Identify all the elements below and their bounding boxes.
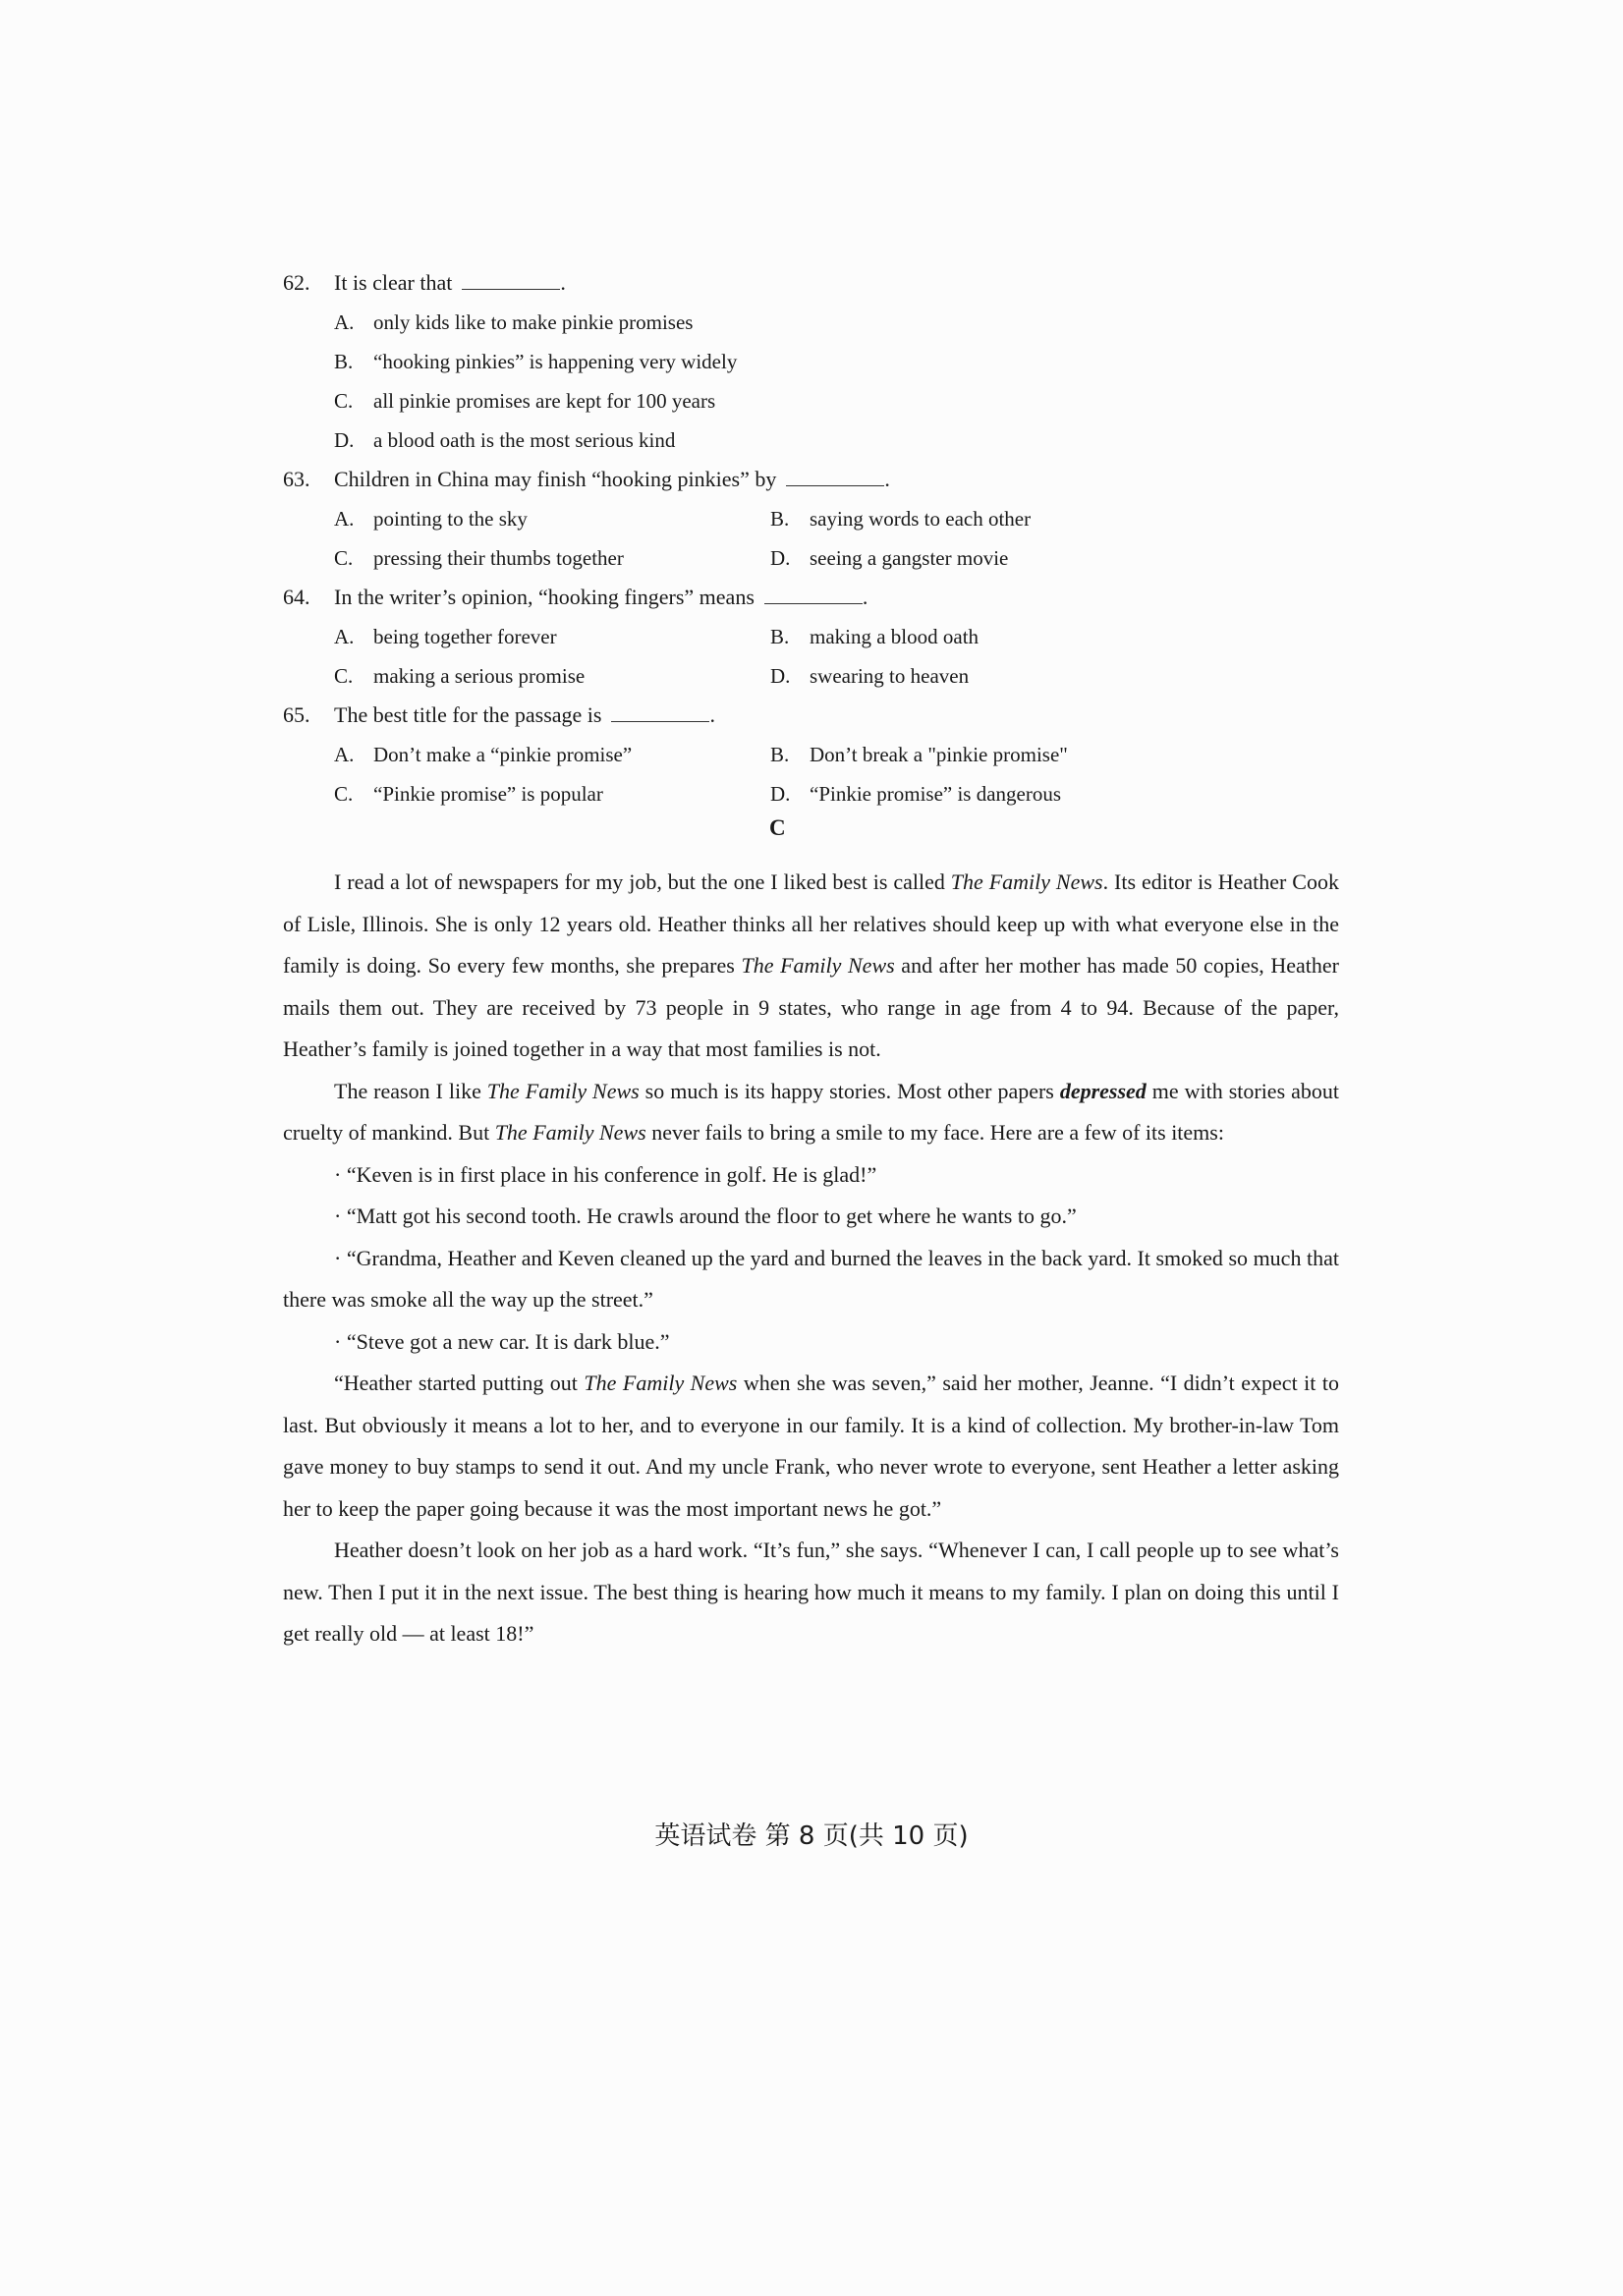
question-text: It is clear that	[334, 270, 453, 295]
option-a	[334, 617, 770, 656]
paragraph-text: so much is its happy stories. Most other papers	[639, 1078, 1060, 1103]
option-row	[283, 656, 1339, 696]
paragraph-text: I read a lot of newspapers for my job, but the one I liked best is called	[334, 869, 951, 894]
option-b	[770, 499, 1206, 538]
paragraph-text: and after her mother has made 50 copies, Heather mails them out. They are received by 73 people in 9 states, who range in age from 4 to 94. Because of the paper, Heather’s family is joined together in a way that most families is not.	[283, 953, 1339, 1061]
question-end: .	[560, 270, 566, 295]
option-text: swearing to heaven	[810, 664, 970, 688]
paragraph-text: never fails to bring a smile to my face. Here are a few of its items:	[645, 1120, 1224, 1145]
option-text: being together forever	[373, 625, 557, 648]
question-63	[283, 460, 1339, 578]
question-stem	[283, 460, 1339, 499]
paragraph-text: when she was seven,” said her mother, Jeanne. “I didn’t expect it to last. But obviously it means a lot to her, and to everyone in our family. It is a kind of collection. My brother-in-law Tom gave money to buy stamps to send it out. And my uncle Frank, who never wrote to everyone, sent Heather a letter asking her to keep the paper going because it was the most important news he got.”	[283, 1371, 1339, 1521]
option-text: saying words to each other	[810, 507, 1032, 531]
option-row	[283, 538, 1339, 578]
option-text: Don’t make a “pinkie promise”	[373, 743, 633, 766]
option-row	[283, 420, 1339, 460]
question-end: .	[884, 467, 890, 491]
option-d	[770, 656, 1206, 696]
paragraph-text: . Its editor is Heather Cook of Lisle, Illinois. She is only 12 years old. Heather thinks all her relatives should keep up with what everyone else in the family is doing. So every few months, she prepares	[283, 869, 1339, 978]
question-65	[283, 696, 1339, 813]
question-end: .	[862, 585, 868, 609]
option-row	[283, 617, 1339, 656]
question-text: The best title for the passage is	[334, 702, 602, 727]
option-a	[334, 499, 770, 538]
option-row	[283, 774, 1339, 813]
option-text: all pinkie promises are kept for 100 years	[373, 389, 716, 413]
option-a	[334, 735, 770, 774]
option-row	[283, 499, 1339, 538]
option-letter: C.	[334, 546, 354, 570]
question-number: 65.	[283, 702, 310, 727]
option-letter: C.	[334, 664, 354, 688]
option-row	[283, 381, 1339, 420]
option-c	[334, 656, 770, 696]
option-text: “Pinkie promise” is popular	[373, 782, 603, 806]
news-item-1: · “Keven is in first place in his conference in golf. He is glad!”	[334, 1161, 877, 1187]
option-d	[334, 420, 675, 460]
question-stem	[283, 696, 1339, 735]
option-letter: C.	[334, 389, 354, 413]
option-letter: A.	[334, 507, 355, 531]
option-text: pointing to the sky	[373, 507, 528, 531]
question-number: 63.	[283, 467, 310, 491]
option-d	[770, 538, 1206, 578]
option-letter: D.	[334, 428, 355, 452]
option-letter: C.	[334, 782, 354, 806]
passage-paragraph-3	[283, 1363, 1339, 1530]
option-row	[283, 342, 1339, 381]
option-text: “Pinkie promise” is dangerous	[810, 782, 1062, 806]
option-b	[334, 342, 737, 381]
paragraph-text: “Heather started putting out	[334, 1371, 585, 1395]
newspaper-title: The Family News	[950, 869, 1103, 894]
newspaper-title: The Family News	[584, 1371, 738, 1395]
question-64	[283, 578, 1339, 696]
option-letter: D.	[770, 546, 791, 570]
option-letter: B.	[770, 507, 790, 531]
option-letter: A.	[334, 625, 355, 648]
page-footer: 英语试卷 第 8 页(共 10 页)	[654, 1821, 969, 1851]
option-letter: B.	[770, 625, 790, 648]
answer-blank	[786, 466, 884, 486]
option-a	[334, 303, 693, 342]
option-letter: D.	[770, 664, 791, 688]
option-text: making a blood oath	[810, 625, 979, 648]
option-letter: B.	[334, 350, 354, 373]
reading-passage	[283, 862, 1339, 1655]
option-letter: A.	[334, 310, 355, 334]
option-text: pressing their thumbs together	[373, 546, 624, 570]
highlighted-word: depressed	[1059, 1078, 1147, 1103]
newspaper-title: The Family News	[494, 1120, 646, 1145]
question-62	[283, 263, 1339, 460]
passage-paragraph-4: Heather doesn’t look on her job as a hard work. “It’s fun,” she says. “Whenever I can, I call people up to see what’s new. Then I put it in the next issue. The best thing is hearing how much it means to my family. I plan on doing this until I get really old — at least 18!”	[283, 1538, 1339, 1646]
option-c	[334, 381, 715, 420]
option-text: only kids like to make pinkie promises	[373, 310, 694, 334]
option-text: “hooking pinkies” is happening very widely	[373, 350, 738, 373]
option-d	[770, 774, 1206, 813]
question-stem	[283, 263, 1339, 303]
paragraph-text: The reason I like	[334, 1078, 487, 1103]
news-item-3: · “Grandma, Heather and Keven cleaned up the yard and burned the leaves in the back yard. It smoked so much that there was smoke all the way up the street.”	[283, 1245, 1339, 1312]
option-letter: A.	[334, 743, 355, 766]
option-c	[334, 538, 770, 578]
option-text: seeing a gangster movie	[810, 546, 1009, 570]
option-row	[283, 303, 1339, 342]
option-c	[334, 774, 770, 813]
option-text: making a serious promise	[373, 664, 586, 688]
news-item-4: · “Steve got a new car. It is dark blue.”	[334, 1328, 670, 1354]
question-number: 62.	[283, 270, 310, 295]
question-text: In the writer’s opinion, “hooking fingers” means	[334, 585, 755, 609]
newspaper-title: The Family News	[486, 1078, 640, 1103]
option-text: Don’t break a "pinkie promise"	[810, 743, 1068, 766]
option-b	[770, 735, 1206, 774]
answer-blank	[764, 584, 863, 604]
option-b	[770, 617, 1206, 656]
section-heading-c: C	[769, 815, 786, 840]
question-text: Children in China may finish “hooking pinkies” by	[334, 467, 777, 491]
answer-blank	[462, 269, 560, 290]
option-letter: B.	[770, 743, 790, 766]
question-number: 64.	[283, 585, 310, 609]
question-end: .	[709, 702, 715, 727]
paragraph-text: me with stories about cruelty of mankind. But	[283, 1078, 1339, 1145]
news-item-2: · “Matt got his second tooth. He crawls around the floor to get where he wants to go.”	[334, 1204, 1077, 1228]
passage-paragraph-2	[283, 1071, 1339, 1154]
question-stem	[283, 578, 1339, 617]
passage-paragraph-1	[283, 862, 1339, 1071]
option-row	[283, 735, 1339, 774]
option-text: a blood oath is the most serious kind	[373, 428, 676, 452]
option-letter: D.	[770, 782, 791, 806]
newspaper-title: The Family News	[741, 953, 895, 978]
answer-blank	[611, 701, 709, 722]
